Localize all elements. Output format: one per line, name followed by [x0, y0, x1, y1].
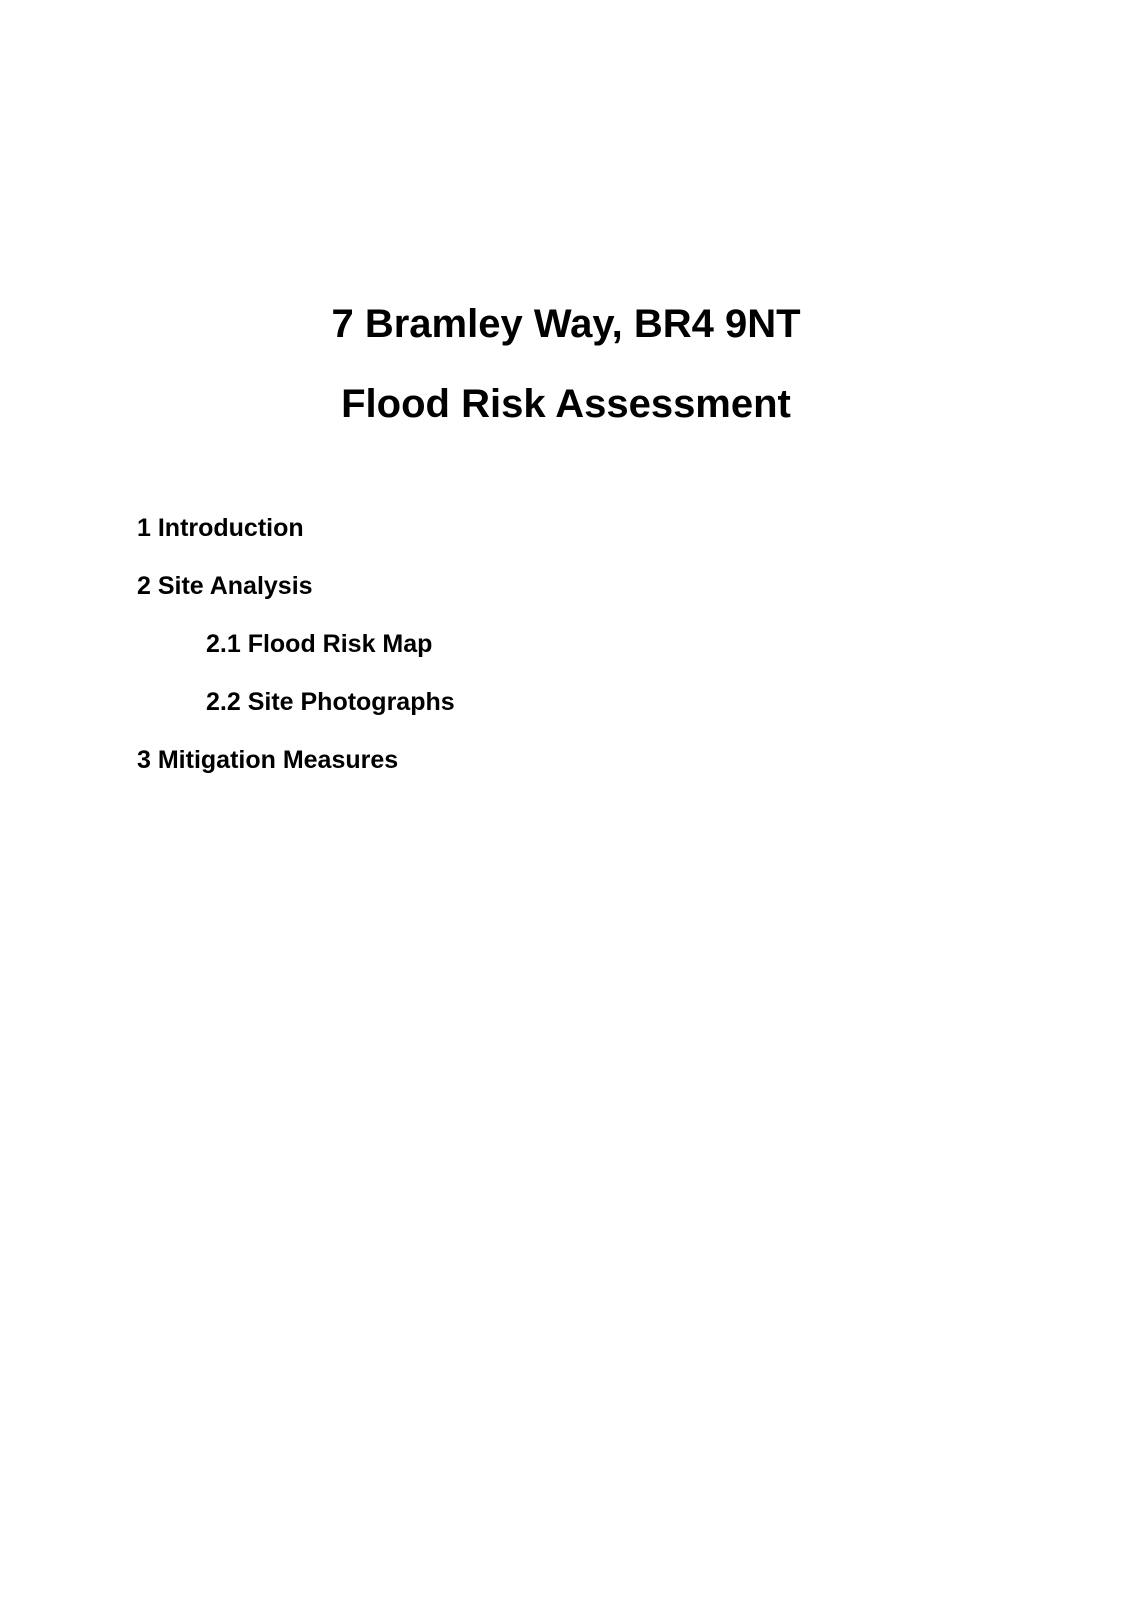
- document-title-line-2: Flood Risk Assessment: [341, 382, 791, 426]
- document-title-line-1: 7 Bramley Way, BR4 9NT: [331, 302, 801, 346]
- toc-item-site-photographs: 2.2 Site Photographs: [206, 688, 455, 716]
- toc-item-site-analysis: 2 Site Analysis: [137, 572, 313, 600]
- toc-item-flood-risk-map: 2.1 Flood Risk Map: [206, 630, 433, 658]
- toc-item-introduction: 1 Introduction: [137, 514, 304, 542]
- toc-item-mitigation-measures: 3 Mitigation Measures: [137, 746, 399, 774]
